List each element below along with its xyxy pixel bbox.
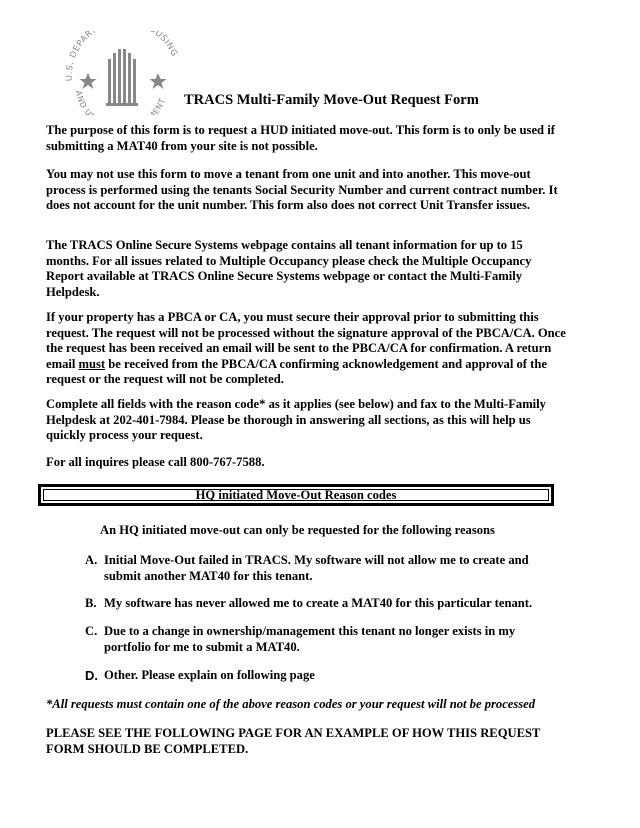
reason-letter: A. bbox=[85, 553, 98, 567]
seal-bottom-text: AND U ENT bbox=[73, 89, 168, 115]
hud-seal-icon bbox=[58, 31, 186, 115]
closing-notice: PLEASE SEE THE FOLLOWING PAGE FOR AN EXAMPLE OF HOW THIS REQUEST FORM SHOULD BE COMPLETED. bbox=[46, 726, 541, 756]
reasons-intro: An HQ initiated move-out can only be requested for the following reasons bbox=[100, 523, 495, 537]
inquiries-paragraph: For all inquires please call 800-767-7588. bbox=[46, 455, 265, 469]
reason-codes-header: HQ initiated Move-Out Reason codes bbox=[43, 489, 549, 501]
svg-text:U.S. DEPARTMENT OF HOUSING bbox=[65, 31, 180, 81]
reason-letter: B. bbox=[85, 596, 97, 610]
hud-seal-logo bbox=[58, 31, 186, 115]
seal-top-text: U.S. DEPAR USING bbox=[64, 31, 180, 82]
pbca-approval-paragraph bbox=[46, 310, 566, 388]
pbca-text-start: If your property has a PBCA or CA, you must secure their approval prior to submitting this request. The request will not be processed without the signature approval of the PBCA/CA. Once the request has been received an email will be sent to the PBCA/CA for confirmation. A return email bbox=[46, 310, 566, 371]
reason-letter: D. bbox=[85, 668, 98, 683]
must-emphasis: must bbox=[78, 356, 106, 371]
reason-letter: C. bbox=[85, 624, 98, 638]
page-title: TRACS Multi-Family Move-Out Request Form bbox=[184, 92, 479, 108]
reason-item-d bbox=[85, 668, 555, 684]
reason-text: Other. Please explain on following page bbox=[104, 668, 315, 682]
reason-codes-header-box bbox=[38, 484, 554, 506]
reason-item-c bbox=[85, 624, 555, 655]
unit-move-paragraph: You may not use this form to move a tenant from one unit and into another. This move-out process is performed using the tenants Social Security Number and current contract number. It does not account for the unit number. This form also does not correct Unit Transfer issues. bbox=[46, 167, 558, 212]
reason-code-footnote: *All requests must contain one of the above reason codes or your request will not be processed bbox=[46, 697, 536, 711]
pbca-text-end: be received from the PBCA/CA confirming acknowledgement and approval of the request or the request will not be completed. bbox=[46, 356, 547, 386]
tracs-online-paragraph: The TRACS Online Secure Systems webpage contains all tenant information for up to 15 months. For all issues related to Multiple Occupancy please check the Multiple Occupancy Report available at TRACS Online Secure Systems webpage or contact the Multi-Family Helpdesk. bbox=[46, 238, 532, 299]
instructions-paragraph: Complete all fields with the reason code* as it applies (see below) and fax to the Multi-Family Helpdesk at 202-401-7984. Please be thorough in answering all sections, as this will help us quickly process your request. bbox=[46, 397, 546, 442]
reason-text: My software has never allowed me to create a MAT40 for this particular tenant. bbox=[104, 596, 533, 610]
purpose-paragraph: The purpose of this form is to request a HUD initiated move-out. This form is to only be used if submitting a MAT40 from your site is not possible. bbox=[46, 123, 555, 153]
reason-item-b bbox=[85, 596, 555, 612]
reason-text: Initial Move-Out failed in TRACS. My software will not allow me to create and submit another MAT40 for this tenant. bbox=[104, 553, 529, 583]
reason-text: Due to a change in ownership/management this tenant no longer exists in my portfolio for me to submit a MAT40. bbox=[104, 624, 516, 654]
reason-item-a bbox=[85, 553, 555, 584]
